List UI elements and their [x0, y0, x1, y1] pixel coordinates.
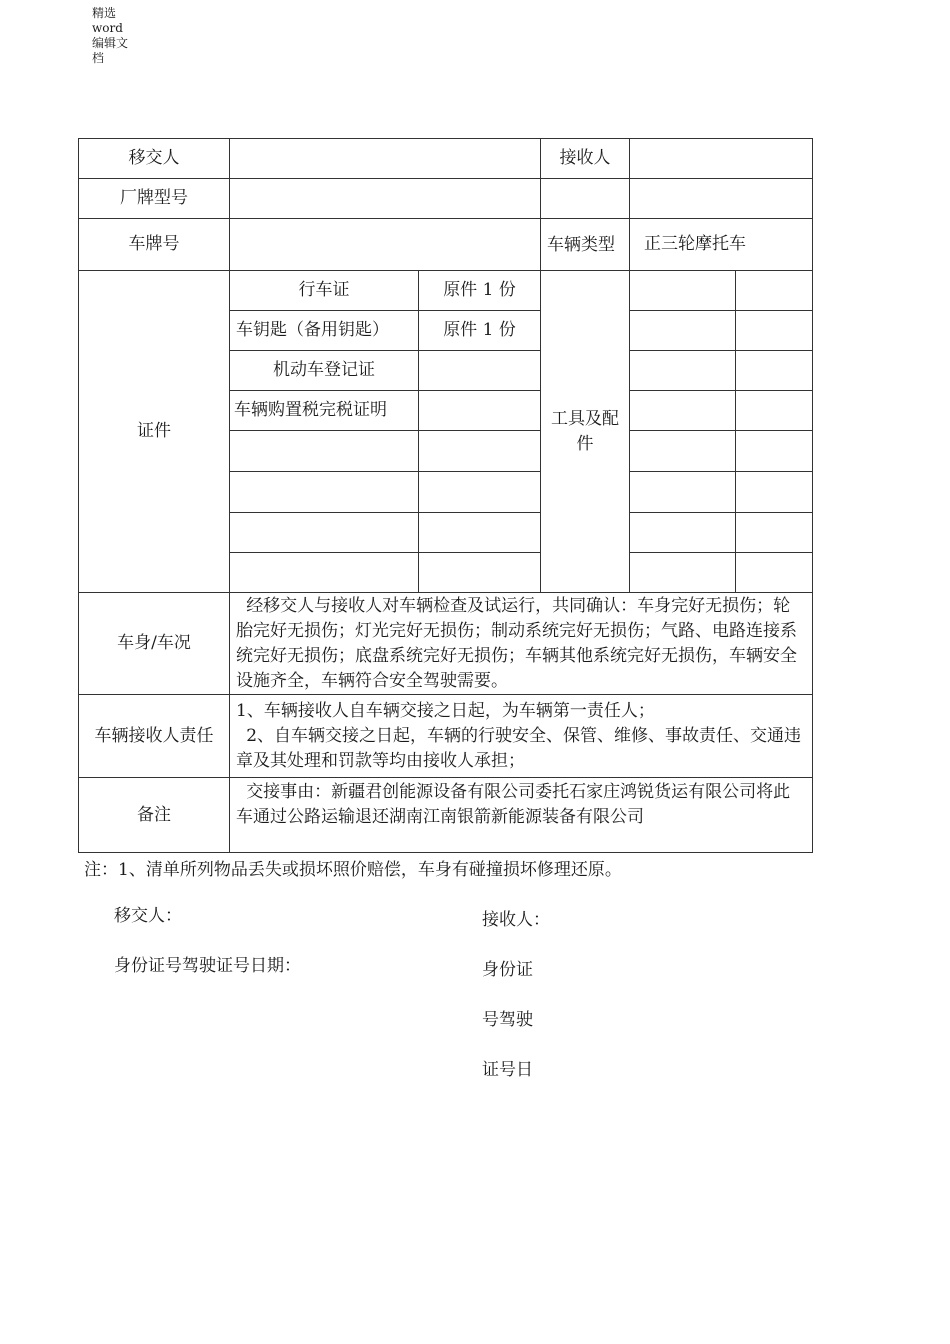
- remark-text: 交接事由：新疆君创能源设备有限公司委托石家庄鸿锐货运有限公司将此车通过公路运输退还湖南江南银箭新能源装备有限公司: [230, 778, 813, 853]
- tools-label: 工具及配件: [541, 271, 630, 593]
- document-header: [92, 6, 148, 66]
- tools-qty-cell[interactable]: [736, 513, 813, 553]
- vehicle-type-label: 车辆类型: [541, 219, 630, 271]
- responsibility-item: 2、自车辆交接之日起，车辆的行驶安全、保管、维修、事故责任、交通违章及其处理和罚款等均由接收人承担；: [236, 725, 802, 771]
- doc-quantity[interactable]: [419, 391, 541, 431]
- tools-qty-cell[interactable]: [736, 351, 813, 391]
- sign-transferor-label: 移交人：: [114, 906, 182, 926]
- responsibility-item: 1、车辆接收人自车辆交接之日起，为车辆第一责任人；: [236, 700, 655, 721]
- receiver-label: 接收人: [541, 139, 630, 179]
- body-condition-label: 车身/车况: [79, 593, 230, 695]
- header-line: 编辑文: [92, 36, 129, 50]
- brand-model-label: 厂牌型号: [79, 179, 230, 219]
- doc-name-empty[interactable]: [230, 431, 419, 472]
- doc-name-empty[interactable]: [230, 553, 419, 593]
- tools-cell[interactable]: [630, 513, 736, 553]
- receiver-responsibility-text: [230, 695, 813, 778]
- tools-cell[interactable]: [630, 311, 736, 351]
- doc-name: 行车证: [230, 271, 419, 311]
- header-line: 精选: [92, 6, 117, 20]
- tools-cell[interactable]: [630, 431, 736, 472]
- plate-value[interactable]: [230, 219, 541, 271]
- brand-model-extra-cell[interactable]: [541, 179, 630, 219]
- receiver-responsibility-label: 车辆接收人责任: [79, 695, 230, 778]
- tools-qty-cell[interactable]: [736, 431, 813, 472]
- body-condition-text: 经移交人与接收人对车辆检查及试运行，共同确认：车身完好无损伤；轮胎完好无损伤；灯光完好无损伤；制动系统完好无损伤；气路、电路连接系统完好无损伤；底盘系统完好无损伤；车辆其他系统完好无损伤，车辆安全设施齐全，车辆符合安全驾驶需要。: [230, 593, 813, 695]
- tools-cell[interactable]: [630, 271, 736, 311]
- tools-cell[interactable]: [630, 553, 736, 593]
- transferor-value[interactable]: [230, 139, 541, 179]
- header-line: 档: [92, 51, 105, 65]
- plate-label: 车牌号: [79, 219, 230, 271]
- doc-quantity: 原件 1 份: [419, 271, 541, 311]
- doc-quantity-empty[interactable]: [419, 553, 541, 593]
- remark-label: 备注: [79, 778, 230, 853]
- doc-name: 机动车登记证: [230, 351, 419, 391]
- sign-receiver-id-line: 证号日: [482, 1060, 533, 1080]
- tools-cell[interactable]: [630, 351, 736, 391]
- documents-label: 证件: [79, 271, 230, 593]
- tools-qty-cell[interactable]: [736, 311, 813, 351]
- doc-name-empty[interactable]: [230, 513, 419, 553]
- sign-transferor-id-label: 身份证号驾驶证号日期：: [114, 956, 301, 976]
- receiver-value[interactable]: [630, 139, 813, 179]
- doc-quantity-empty[interactable]: [419, 431, 541, 472]
- tools-cell[interactable]: [630, 391, 736, 431]
- doc-name-empty[interactable]: [230, 472, 419, 513]
- doc-quantity[interactable]: [419, 351, 541, 391]
- tools-qty-cell[interactable]: [736, 553, 813, 593]
- tools-cell[interactable]: [630, 472, 736, 513]
- transferor-label: 移交人: [79, 139, 230, 179]
- doc-name: 车钥匙（备用钥匙）: [236, 320, 389, 340]
- tools-qty-cell[interactable]: [736, 271, 813, 311]
- tools-qty-cell[interactable]: [736, 472, 813, 513]
- brand-model-value[interactable]: [230, 179, 541, 219]
- header-line: word: [92, 21, 123, 35]
- doc-quantity-empty[interactable]: [419, 513, 541, 553]
- sign-receiver-id-line: 身份证: [482, 960, 533, 980]
- vehicle-type-value: 正三轮摩托车: [630, 219, 813, 271]
- sign-receiver-label: 接收人：: [482, 910, 550, 930]
- doc-quantity: 原件 1 份: [419, 311, 541, 351]
- doc-quantity-empty[interactable]: [419, 472, 541, 513]
- doc-name: 车辆购置税完税证明: [230, 391, 419, 431]
- sign-receiver-id-line: 号驾驶: [482, 1010, 533, 1030]
- handover-form-table: [78, 138, 813, 853]
- brand-model-extra-value[interactable]: [630, 179, 813, 219]
- tools-qty-cell[interactable]: [736, 391, 813, 431]
- footnote: 注：1、清单所列物品丢失或损坏照价赔偿，车身有碰撞损坏修理还原。: [84, 860, 622, 880]
